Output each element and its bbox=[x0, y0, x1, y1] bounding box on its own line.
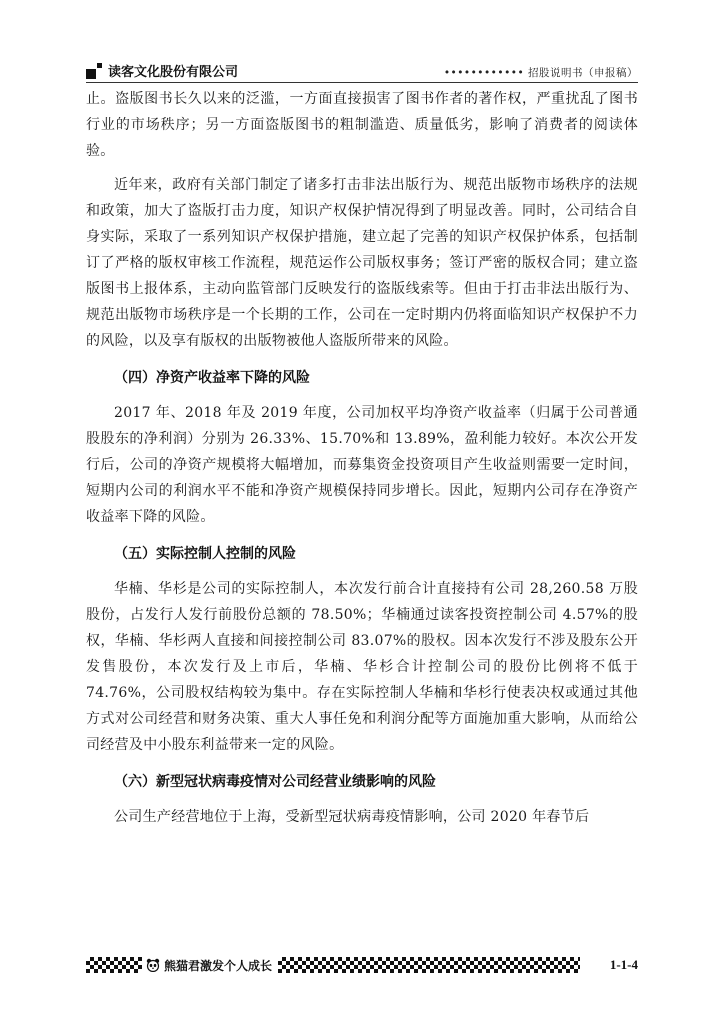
section-heading-5: （五）实际控制人控制的风险 bbox=[114, 546, 296, 562]
company-logo-icon bbox=[86, 63, 102, 79]
section-heading-6: （六）新型冠状病毒疫情对公司经营业绩影响的风险 bbox=[114, 774, 436, 790]
page-footer bbox=[86, 956, 638, 974]
document-name: •••••••••••• 招股说明书（申报稿） bbox=[443, 67, 638, 79]
footer-brand-text: 熊猫君激发个人成长 bbox=[164, 958, 273, 973]
header-divider bbox=[86, 82, 638, 83]
panda-icon bbox=[146, 958, 160, 972]
company-brand bbox=[86, 61, 238, 80]
paragraph-3: 2017 年、2018 年及 2019 年度，公司加权平均净资产收益率（归属于公司普通股股东的净利润）分别为 26.33%、15.70%和 13.89%，盈利能力较好。本次公开发行后，公司的净资产规模将大幅增加，而募集资金投资项目产生收益则需要一定时间，短期内公司的利润水平不能和净资产规模保持同步增长。因此，短期内公司存在净资产收益率下降的风险。 bbox=[86, 405, 638, 525]
paragraph-1: 止。盗版图书长久以来的泛滥，一方面直接损害了图书作者的著作权，严重扰乱了图书行业的市场秩序；另一方面盗版图书的粗制滥造、质量低劣，影响了消费者的阅读体验。 bbox=[86, 91, 638, 159]
document-body bbox=[86, 86, 638, 830]
paragraph-4: 华楠、华杉是公司的实际控制人，本次发行前合计直接持有公司 28,260.58 万股股份，占发行人发行前股份总额的 78.50%；华楠通过读客投资控制公司 4.57%的股权，华楠、华杉两人直接和间接控制公司 83.07%的股权。因本次发行不涉及股东公开发售股份，本次发行及上市后，华楠、华杉合计控制公司的股份比例将不低于 74.76%，公司股权结构较为集中。存在实际控制人华楠和华杉行使表决权或通过其他方式对公司经营和财务决策、重大人事任免和利润分配等方面施加重大影响，从而给公司经营及中小股东利益带来一定的风险。 bbox=[86, 581, 638, 753]
checker-pattern-left bbox=[86, 957, 142, 973]
paragraph-2: 近年来，政府有关部门制定了诸多打击非法出版行为、规范出版物市场秩序的法规和政策，加大了盗版打击力度，知识产权保护情况得到了明显改善。同时，公司结合自身实际，采取了一系列知识产权保护措施，建立起了完善的知识产权保护体系，包括制订了严格的版权审核工作流程，规范运作公司版权事务；签订严密的版权合同；建立盗版图书上报体系，主动向监管部门反映发行的盗版线索等。但由于打击非法出版行为、规范出版物市场秩序是一个长期的工作，公司在一定时期内仍将面临知识产权保护不力的风险，以及享有版权的出版物被他人盗版所带来的风险。 bbox=[86, 177, 638, 349]
company-name: 读客文化股份有限公司 bbox=[108, 65, 239, 80]
page-header bbox=[86, 56, 638, 80]
checker-pattern-right bbox=[278, 957, 580, 973]
page-number: 1-1-4 bbox=[609, 957, 638, 972]
footer-brand bbox=[146, 957, 272, 974]
paragraph-5: 公司生产经营地位于上海，受新型冠状病毒疫情影响，公司 2020 年春节后 bbox=[114, 809, 590, 825]
section-heading-4: （四）净资产收益率下降的风险 bbox=[114, 370, 310, 386]
